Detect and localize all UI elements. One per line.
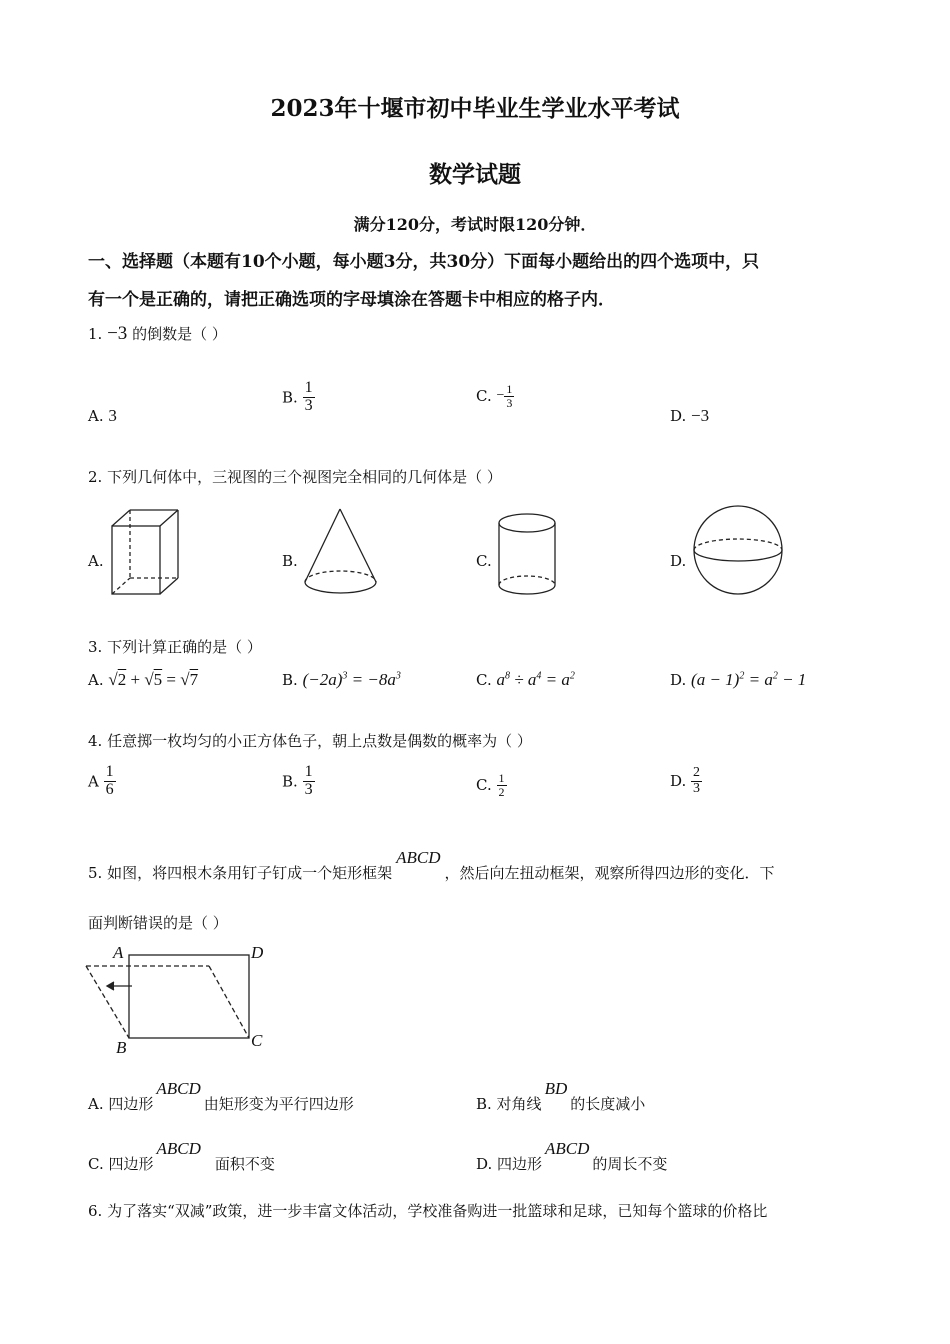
q2-option-a[interactable]: A. [88,552,104,570]
question-2: 2. 下列几何体中，三视图的三个视图完全相同的几何体是（ ） [88,468,502,486]
exam-title: 2023年十堰市初中毕业生学业水平考试 [270,95,680,122]
cuboid-figure [108,508,184,598]
q1-option-a[interactable] [88,406,117,426]
exam-info: 满分120分，考试时限120分钟． [353,215,597,234]
fraction: $\frac{1}{3}$ [304,763,313,798]
option-value: 3 [108,406,117,425]
question-5-line2: 面判断错误的是（ ） [88,914,228,932]
q4-option-a[interactable] [88,764,116,799]
fraction: $\frac{2}{3}$ [693,765,701,796]
power-expression: $(-2a)^3 = -8a^3$ [302,670,401,689]
q3-option-c[interactable] [476,670,575,690]
fraction: $\frac{1}{2}$ [498,771,505,799]
section1-line2: 有一个是正确的，请把正确选项的字母填涂在答题卡中相应的格子内． [88,290,615,310]
q1-option-d[interactable] [670,406,709,426]
q4-option-c[interactable] [476,772,507,798]
option-math: BD [544,1079,568,1098]
question-4: 4. 任意掷一枚均匀的小正方体色子，朝上点数是偶数的概率为（ ） [88,732,532,750]
q4-option-b[interactable] [282,764,315,799]
option-math: ABCD [156,1079,201,1098]
option-label: D. [670,671,687,689]
exam-subtitle: 数学试题 [429,161,521,188]
option-label: C. [476,776,492,795]
option-label: D. [670,407,687,425]
q5-abcd: ABCD [396,848,441,867]
option-text: C. 四边形 [88,1155,154,1173]
section1-line1: 一、选择题（本题有10个小题，每小题3分，共30分）下面每小题给出的四个选项中，只 [88,252,760,272]
cone-figure [302,506,382,598]
vertex-label-c: C [251,1031,263,1050]
option-text: 由矩形变为平行四边形 [203,1095,354,1113]
fraction: $\frac{1}{3}$ [506,382,513,410]
option-label: B. [282,772,298,791]
q5-option-c[interactable] [88,1138,275,1173]
q5-option-b[interactable] [476,1078,646,1113]
fraction: $\frac{1}{6}$ [105,763,114,798]
q5-text-a: 5. 如图，将四根木条用钉子钉成一个矩形框架 [88,864,393,882]
option-label: B. [282,671,298,689]
q2-option-c[interactable]: C. [476,552,492,570]
option-label: B. [282,388,298,407]
q2-option-b[interactable]: B. [282,552,298,570]
sqrt-expression: √2 + √5 = √7 [108,670,199,689]
option-label: C. [476,671,492,689]
option-value: −3 [691,406,710,425]
question-3: 3. 下列计算正确的是（ ） [88,638,262,656]
option-text: B. 对角线 [476,1095,542,1113]
q3-option-b[interactable] [282,670,401,690]
option-label: A [88,772,99,791]
q5-option-d[interactable] [476,1138,668,1173]
option-math: ABCD [545,1139,590,1158]
vertex-label-d: D [251,943,264,962]
cylinder-figure [497,512,561,598]
q5-text-b: ，然后向左扭动框架，观察所得四边形的变化．下 [444,864,775,882]
question-1 [88,323,227,345]
vertex-label-a: A [113,943,124,962]
square-expression: $(a - 1)^2 = a^2 - 1$ [691,670,807,689]
question-6: 6. 为了落实“双减”政策，进一步丰富文体活动，学校准备购进一批篮球和足球，已知每个篮球的价格比 [88,1202,768,1220]
q1-option-b[interactable] [282,380,315,415]
division-expression: $a^8 \div a^4 = a^2$ [496,670,575,689]
option-label: A. [88,407,104,425]
question-5-line1 [88,847,775,882]
option-label: A. [88,671,104,689]
option-label: C. [476,387,492,406]
q5-option-a[interactable] [88,1078,354,1113]
option-math: ABCD [156,1139,201,1158]
q3-option-a[interactable] [88,670,198,690]
q1-expr: −3 [107,323,128,344]
option-text: 面积不变 [214,1155,275,1173]
rectangle-parallelogram-figure [84,940,274,1060]
q1-option-c[interactable] [476,383,514,409]
option-text: A. 四边形 [88,1095,154,1113]
q3-option-d[interactable] [670,670,806,690]
option-text: 的长度减小 [570,1095,646,1113]
q4-option-d[interactable] [670,766,702,796]
option-label: D. [670,772,687,791]
fraction: $\frac{1}{3}$ [304,379,313,414]
q2-option-d[interactable]: D. [670,552,687,570]
q1-prefix: 1. [88,325,103,343]
vertex-label-b: B [116,1038,127,1057]
minus-sign: − [496,388,505,404]
q1-suffix: 的倒数是（ ） [132,325,227,343]
option-text: 的周长不变 [592,1155,668,1173]
option-text: D. 四边形 [476,1155,543,1173]
sphere-figure [692,504,784,598]
